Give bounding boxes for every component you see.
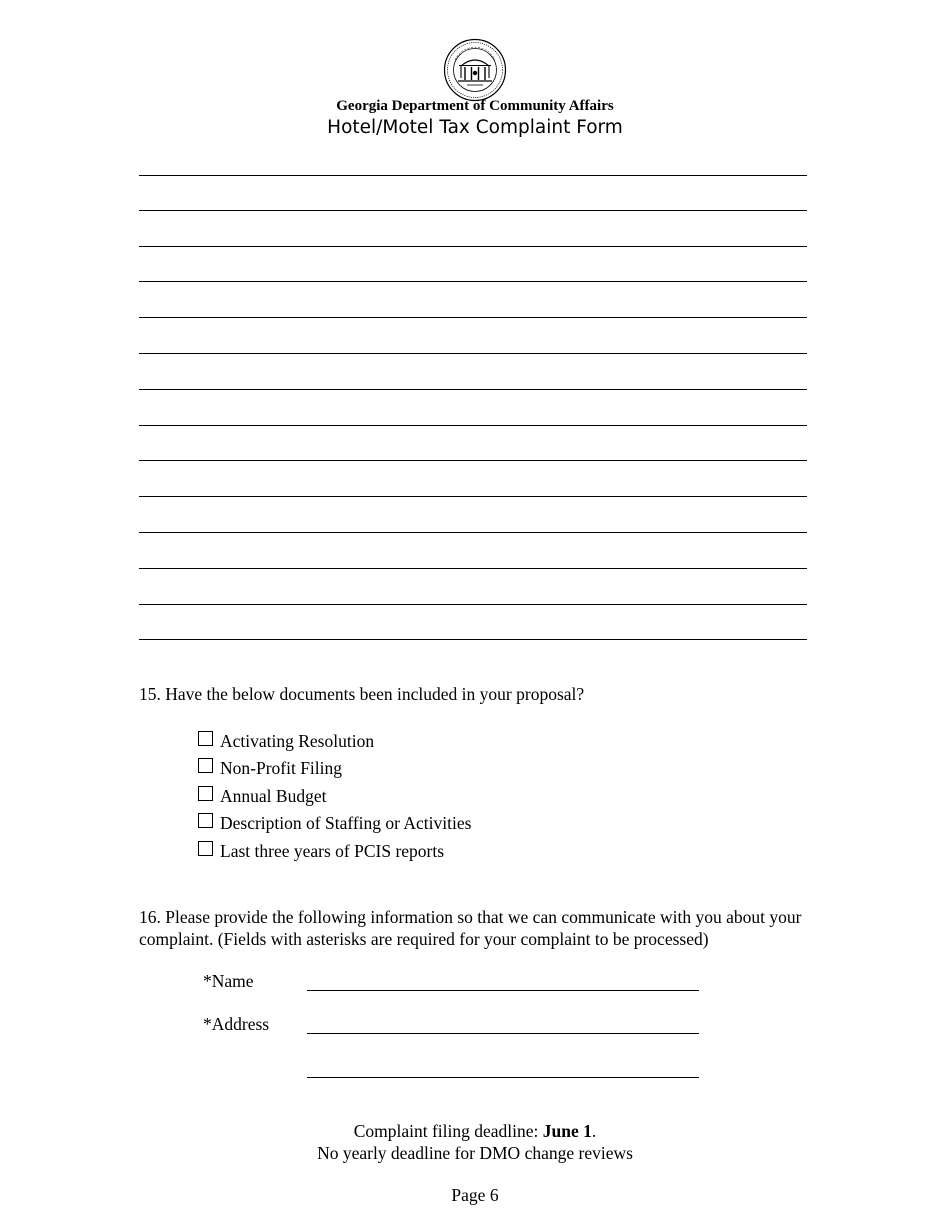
deadline-label: Complaint filing deadline: xyxy=(353,1121,543,1141)
answer-line[interactable] xyxy=(139,353,807,354)
answer-line[interactable] xyxy=(139,175,807,176)
name-label: *Name xyxy=(203,971,254,991)
document-label: Annual Budget xyxy=(220,786,327,806)
answer-line[interactable] xyxy=(139,210,807,211)
document-checkbox-item[interactable] xyxy=(198,786,326,807)
organization-name: Georgia Department of Community Affairs xyxy=(336,98,614,114)
answer-line[interactable] xyxy=(139,639,807,640)
document-checkbox-item[interactable] xyxy=(198,841,444,862)
dmo-deadline-note: No yearly deadline for DMO change reviews xyxy=(317,1143,633,1163)
georgia-state-seal-icon xyxy=(443,38,507,102)
address-field-line-1[interactable] xyxy=(307,1033,699,1034)
page-number: Page 6 xyxy=(451,1185,499,1205)
checkbox[interactable] xyxy=(198,786,213,801)
answer-line[interactable] xyxy=(139,460,807,461)
checkbox[interactable] xyxy=(198,731,213,746)
answer-line[interactable] xyxy=(139,425,807,426)
deadline-date: June 1 xyxy=(542,1121,592,1141)
filing-deadline xyxy=(0,1121,950,1142)
answer-line[interactable] xyxy=(139,532,807,533)
answer-line[interactable] xyxy=(139,568,807,569)
answer-line[interactable] xyxy=(139,496,807,497)
name-field[interactable] xyxy=(307,990,699,991)
checkbox[interactable] xyxy=(198,758,213,773)
question-15-prompt: 15. Have the below documents been included in your proposal? xyxy=(139,684,585,704)
checkbox[interactable] xyxy=(198,813,213,828)
form-title: Hotel/Motel Tax Complaint Form xyxy=(327,117,623,138)
document-label: Non-Profit Filing xyxy=(220,758,343,778)
document-label: Description of Staffing or Activities xyxy=(220,813,472,833)
address-field-line-2[interactable] xyxy=(307,1077,699,1078)
checkbox[interactable] xyxy=(198,841,213,856)
document-checkbox-item[interactable] xyxy=(198,758,342,779)
document-label: Activating Resolution xyxy=(220,731,375,751)
answer-line[interactable] xyxy=(139,389,807,390)
question-16-prompt: 16. Please provide the following information so that we can communicate with you about your complaint. (Fields with asterisks are required for your complaint to be processed) xyxy=(139,907,802,949)
answer-line[interactable] xyxy=(139,604,807,605)
answer-line[interactable] xyxy=(139,281,807,282)
deadline-suffix: . xyxy=(591,1121,597,1141)
document-checkbox-item[interactable] xyxy=(198,813,471,834)
answer-line[interactable] xyxy=(139,317,807,318)
answer-line[interactable] xyxy=(139,246,807,247)
document-label: Last three years of PCIS reports xyxy=(220,841,445,861)
address-label: *Address xyxy=(203,1014,270,1034)
document-checkbox-item[interactable] xyxy=(198,731,374,752)
